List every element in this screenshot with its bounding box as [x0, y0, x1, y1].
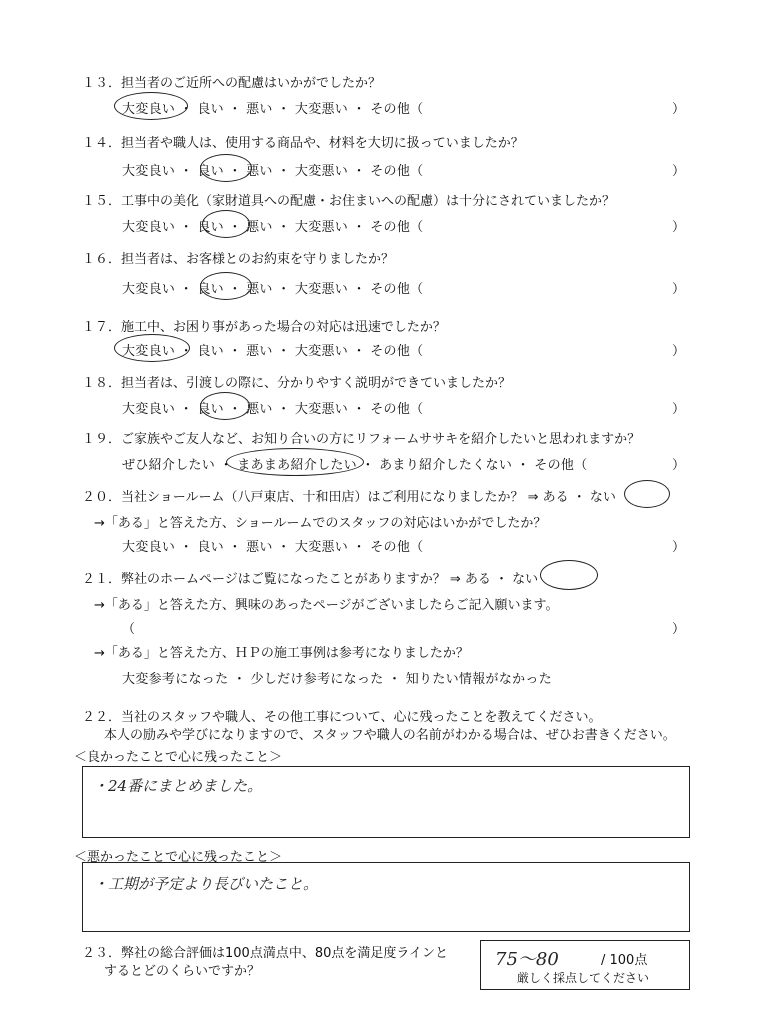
options-20[interactable]: 大変良い ・ 良い ・ 悪い ・ 大変悪い ・ その他（	[122, 540, 424, 555]
paren-open-21: （	[122, 622, 136, 637]
paren-close-20: ）	[672, 540, 686, 555]
paren-close-14: ）	[672, 164, 686, 179]
good-answer-text: ・24番にまとめました。	[93, 777, 263, 795]
question-16	[82, 248, 394, 267]
question-number: ２１．	[82, 572, 122, 587]
question-15	[82, 190, 615, 209]
question-text: 担当者や職人は、使用する商品や、材料を大切に扱っていましたか？	[121, 136, 524, 151]
paren-close-13: ）	[672, 102, 686, 117]
paren-close-18: ）	[672, 402, 686, 417]
bad-answer-text: ・工期が予定より長びいたこと。	[93, 875, 319, 893]
options-17[interactable]: 大変良い ・ 良い ・ 悪い ・ 大変悪い ・ その他（	[122, 344, 424, 359]
options-14[interactable]: 大変良い ・ 良い ・ 悪い ・ 大変悪い ・ その他（	[122, 164, 424, 179]
paren-close-19: ）	[672, 458, 686, 473]
q20-sub-question: →「ある」と答えた方、ショールームでのスタッフの対応はいかがでしたか？	[94, 516, 547, 531]
good-label: ＜良かったことで心に残ったこと＞	[74, 750, 283, 765]
question-number: ２２．	[82, 710, 122, 725]
q21-sub-question-2: →「ある」と答えた方、ＨＰの施工事例は参考になりましたか？	[94, 646, 469, 661]
options-16[interactable]: 大変良い ・ 良い ・ 悪い ・ 大変悪い ・ その他（	[122, 282, 424, 297]
question-21	[82, 568, 538, 587]
score-box[interactable]	[480, 940, 690, 990]
options-13[interactable]: 大変良い ・ 良い ・ 悪い ・ 大変悪い ・ その他（	[122, 102, 424, 117]
question-text: ご家族やご友人など、お知り合いの方にリフォームササキを紹介したいと思われますか？	[121, 432, 641, 447]
question-number: １７．	[82, 320, 122, 335]
paren-close-16: ）	[672, 282, 686, 297]
question-number: ２３．	[82, 946, 122, 961]
question-14	[82, 132, 524, 151]
question-number: １５．	[82, 194, 122, 209]
answer-circle-20	[624, 480, 670, 508]
bad-label: ＜悪かったことで心に残ったこと＞	[74, 850, 283, 865]
options-19[interactable]: ぜひ紹介したい ・ まあまあ紹介したい ・ あまり紹介したくない ・ その他（	[122, 458, 588, 473]
question-text: 担当者のご近所への配慮はいかがでしたか？	[121, 76, 382, 91]
question-number: ２０．	[82, 490, 122, 505]
question-20	[82, 486, 616, 505]
paren-close-15: ）	[672, 220, 686, 235]
question-text: 当社ショールーム（八戸東店、十和田店）はご利用になりましたか？ ⇒ ある ・ ない	[121, 490, 616, 505]
question-22-text-2: 本人の励みや学びになりますので、スタッフや職人の名前がわかる場合は、ぜひお書きください。	[104, 728, 676, 743]
score-answer: 75〜80	[495, 949, 559, 970]
question-text: 弊社のホームページはご覧になったことがありますか？ ⇒ ある ・ ない	[121, 572, 539, 587]
question-17	[82, 316, 446, 335]
question-text: 当社のスタッフや職人、その他工事について、心に残ったことを教えてください。	[121, 710, 602, 725]
question-23-text-2: するとどのくらいですか？	[104, 964, 261, 979]
bad-answer-box[interactable]	[82, 862, 690, 932]
question-13	[82, 72, 381, 91]
paren-close-17: ）	[672, 344, 686, 359]
question-number: １９．	[82, 432, 122, 447]
question-number: １３．	[82, 76, 122, 91]
q21-sub-question-1: →「ある」と答えた方、興味のあったページがございましたらご記入願います。	[94, 598, 559, 613]
question-22	[82, 706, 602, 725]
score-note: 厳しく採点してください	[517, 971, 650, 985]
question-text: 担当者は、引渡しの際に、分かりやすく説明ができていましたか？	[121, 376, 512, 391]
question-number: １４．	[82, 136, 122, 151]
question-number: １６．	[82, 252, 122, 267]
paren-close-21: ）	[672, 622, 686, 637]
good-answer-box[interactable]	[82, 766, 690, 838]
options-18[interactable]: 大変良い ・ 良い ・ 悪い ・ 大変悪い ・ その他（	[122, 402, 424, 417]
question-text: 施工中、お困り事があった場合の対応は迅速でしたか？	[121, 320, 446, 335]
question-23	[82, 942, 448, 961]
answer-circle-21	[540, 560, 598, 590]
question-18	[82, 372, 511, 391]
question-19	[82, 428, 640, 447]
question-text: 工事中の美化（家財道具への配慮・お住まいへの配慮）は十分にされていましたか？	[121, 194, 616, 209]
question-text: 担当者は、お客様とのお約束を守りましたか？	[121, 252, 395, 267]
options-21[interactable]: 大変参考になった ・ 少しだけ参考になった ・ 知りたい情報がなかった	[122, 672, 553, 687]
options-15[interactable]: 大変良い ・ 良い ・ 悪い ・ 大変悪い ・ その他（	[122, 220, 424, 235]
score-suffix: / 100点	[601, 953, 648, 968]
question-number: １８．	[82, 376, 122, 391]
question-text: 弊社の総合評価は100点満点中、80点を満足度ラインと	[121, 946, 448, 961]
